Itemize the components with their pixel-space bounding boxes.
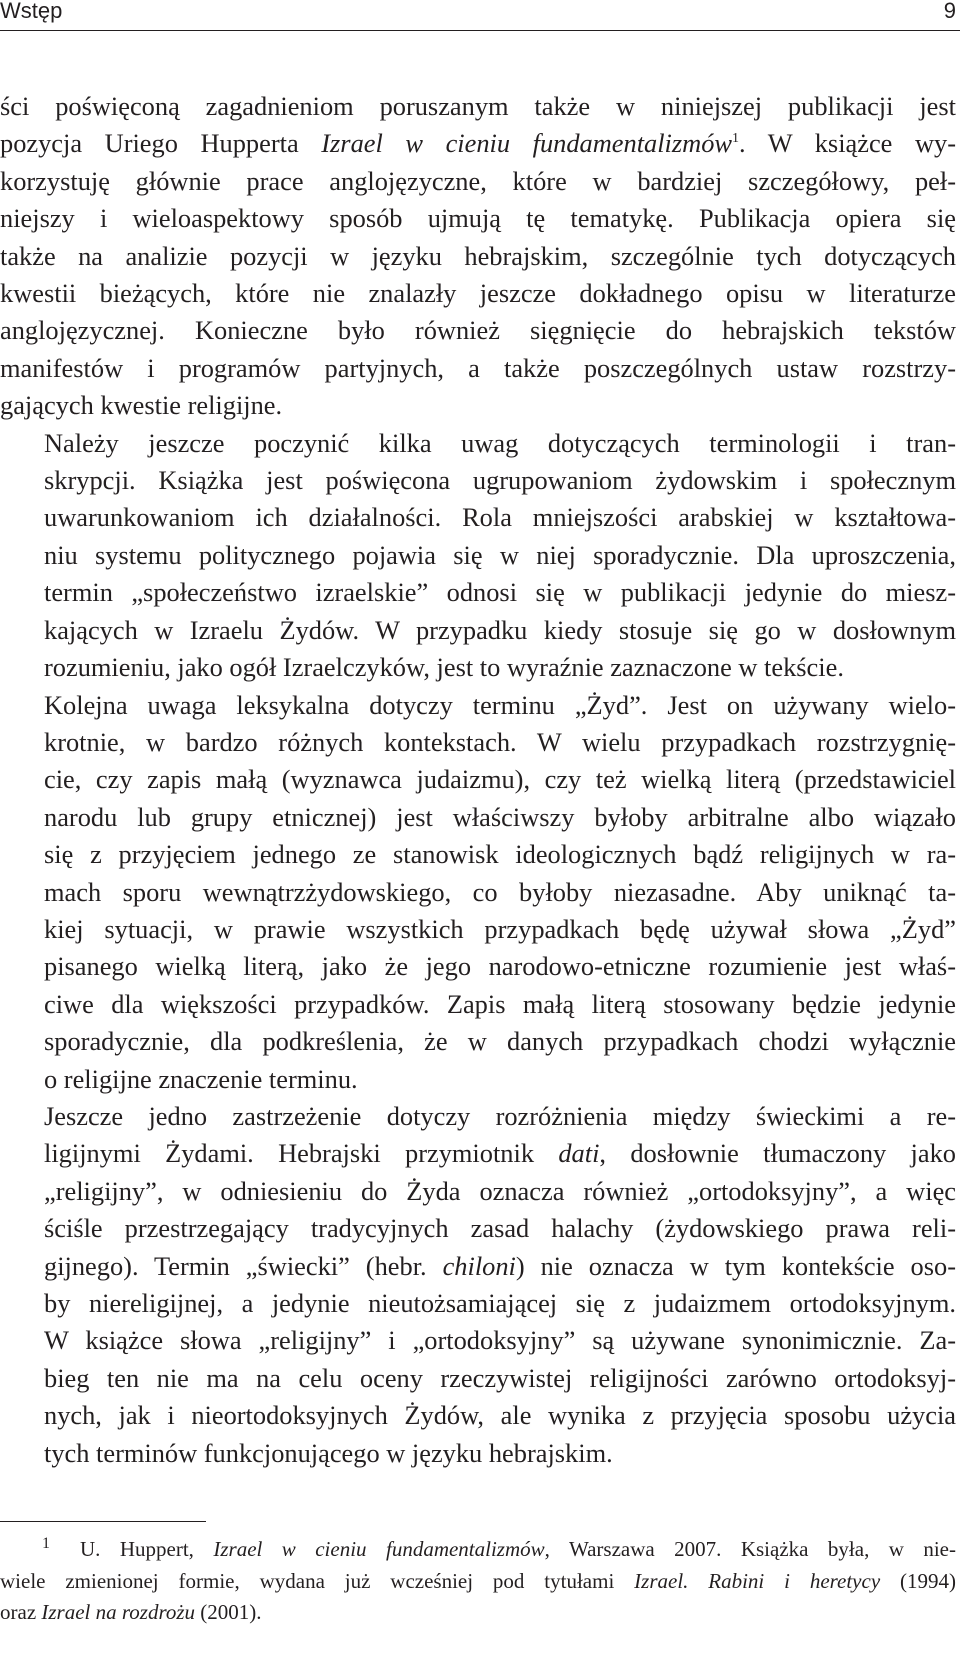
text-line: także na analizie pozycji w języku hebrajskim, szczególnie tych dotyczących	[0, 240, 956, 271]
text-run: , Warszawa 2007. Książka była, w nie-	[544, 1537, 957, 1561]
footnote-line	[0, 1534, 956, 1566]
text-run: . W książce wy-	[739, 128, 956, 159]
text-run: ligijnymi Żydami. Hebrajski przymiotnik	[44, 1138, 559, 1169]
text-run: U. Huppert,	[80, 1537, 214, 1561]
book-title-italic: Izrael w cieniu fundamentalizmów	[213, 1537, 545, 1561]
text-run: gijnego). Termin „świecki” (hebr.	[44, 1250, 443, 1281]
text-line: sporadycznie, dla podkreślenia, że w danych przypadkach chodzi wyłącznie	[44, 1026, 956, 1057]
hebrew-term-italic: dati	[558, 1138, 600, 1169]
text-line: pisanego wielką literą, jako że jego narodowo-etniczne rozumienie jest właś-	[44, 951, 956, 982]
text-line: o religijne znaczenie terminu.	[44, 1063, 358, 1094]
text-run: wiele zmienionej formie, wydana już wcześniej pod tytułami	[0, 1568, 635, 1593]
text-line: nych, jak i nieortodoksyjnych Żydów, ale wynika z przyjęcia sposobu użycia	[44, 1400, 956, 1431]
text-line: anglojęzycznej. Konieczne było również sięgnięcie do hebrajskich tekstów	[0, 315, 956, 346]
book-title-italic: Izrael. Rabini i heretycy	[634, 1568, 881, 1593]
text-run: ) nie oznacza w tym kontekście oso-	[515, 1250, 956, 1281]
text-line: się z przyjęciem jednego ze stanowisk ideologicznych bądź religijnych w ra-	[44, 839, 956, 870]
text-line: gających kwestie religijne.	[0, 390, 283, 421]
footnote-rule	[0, 1521, 206, 1522]
running-title: Wstęp	[0, 0, 63, 23]
text-line: tych terminów funkcjonującego w języku hebrajskim.	[44, 1437, 613, 1468]
text-line: ciwe dla większości przypadków. Zapis małą literą stosowany będzie jedynie	[44, 988, 956, 1019]
paragraph-continuation	[0, 88, 956, 425]
text-line: korzystuję głównie prace anglojęzyczne, które w bardziej szczegółowy, peł-	[0, 165, 956, 196]
footnote-ref[interactable]: 1	[732, 131, 740, 147]
text-line: by niereligijnej, a jedynie nieutożsamiającej się z judaizmem ortodoksyjnym.	[44, 1288, 956, 1318]
text-line: manifestów i programów partyjnych, a także poszczególnych ustaw rozstrzy-	[0, 352, 956, 383]
text-line: ści poświęconą zagadnieniom poruszanym także w niniejszej publikacji jest	[0, 91, 956, 121]
text-line	[0, 1248, 956, 1285]
text-run: oraz	[0, 1600, 42, 1624]
text-line: termin „społeczeństwo izraelskie” odnosi się w publikacji jedynie do miesz-	[44, 577, 956, 608]
text-run: pozycja Uriego Hupperta	[0, 128, 322, 159]
footnote-line	[0, 1566, 956, 1598]
text-line	[0, 125, 956, 162]
page-number: 9	[943, 0, 956, 23]
book-title-italic: Izrael w cieniu fundamentalizmów	[321, 128, 733, 159]
body-text	[0, 88, 956, 1472]
text-line: Jeszcze jedno zastrzeżenie dotyczy rozróżnienia między świeckimi a re-	[44, 1100, 956, 1131]
text-line: uwarunkowaniom ich działalności. Rola mniejszości arabskiej w kształtowa-	[44, 502, 956, 533]
book-title-italic: Izrael na rozdrożu	[41, 1600, 196, 1624]
running-header	[0, 0, 960, 30]
footnote-number: 1	[42, 1535, 50, 1552]
footnote	[0, 1534, 956, 1629]
text-run: (2001).	[195, 1600, 262, 1624]
text-run: (1994)	[880, 1568, 957, 1593]
text-line: kiej sytuacji, w prawie wszystkich przypadkach będę używał słowa „Żyd”	[44, 913, 956, 944]
text-line: bieg ten nie ma na celu oceny rzeczywistej religijności zarówno ortodoksyj-	[44, 1362, 956, 1393]
paragraph-terminology	[0, 425, 956, 687]
text-line: ściśle przestrzegający tradycyjnych zasad halachy (żydowskiego prawa reli-	[44, 1213, 956, 1244]
paragraph-secular-religious	[0, 1098, 956, 1472]
text-line: krotnie, w bardzo różnych kontekstach. W wielu przypadkach rozstrzygnię-	[44, 726, 956, 757]
text-line: Kolejna uwaga leksykalna dotyczy terminu „Żyd”. Jest on używany wielo-	[44, 689, 956, 720]
text-line: W książce słowa „religijny” i „ortodoksyjny” są używane synonimicznie. Za-	[44, 1325, 956, 1356]
footnote-line	[0, 1597, 956, 1629]
text-line: „religijny”, w odniesieniu do Żyda oznacza również „ortodoksyjny”, a więc	[44, 1175, 956, 1206]
text-line	[0, 1135, 956, 1172]
text-line: mach sporu wewnątrzżydowskiego, co byłoby niezasadne. Aby uniknąć ta-	[44, 876, 956, 907]
text-line: kających w Izraelu Żydów. W przypadku kiedy stosuje się go w dosłownym	[44, 614, 956, 645]
text-line: rozumieniu, jako ogół Izraelczyków, jest to wyraźnie zaznaczone w tekście.	[44, 652, 844, 683]
paragraph-lexical	[0, 687, 956, 1098]
text-line: niu systemu politycznego pojawia się w niej sporadycznie. Dla uproszczenia,	[44, 539, 956, 570]
hebrew-term-italic: chiloni	[442, 1250, 516, 1281]
text-line: skrypcji. Książka jest poświęcona ugrupowaniom żydowskim i społecznym	[44, 465, 956, 496]
text-run: , dosłownie tłumaczony jako	[599, 1138, 956, 1169]
text-line: niejszy i wieloaspektowy sposób ujmują tę tematykę. Publikacja opiera się	[0, 203, 956, 234]
text-line: kwestii bieżących, które nie znalazły jeszcze dokładnego opisu w literaturze	[0, 278, 956, 309]
text-line: cie, czy zapis małą (wyznawca judaizmu), czy też wielką literą (przedstawiciel	[44, 764, 956, 795]
text-line: Należy jeszcze poczynić kilka uwag dotyczących terminologii i tran-	[44, 427, 956, 458]
text-line: narodu lub grupy etnicznej) jest właściwszy byłoby arbitralne albo wiązało	[44, 801, 956, 832]
header-rule	[0, 30, 960, 31]
